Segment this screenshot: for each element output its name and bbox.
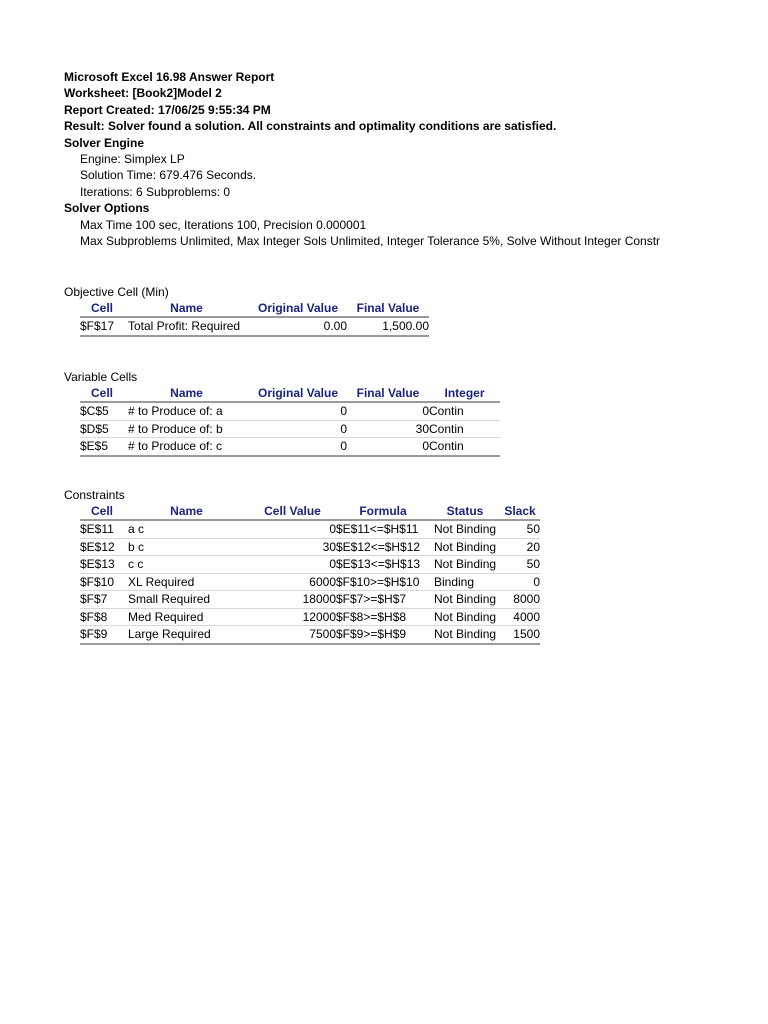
status: Not Binding — [430, 520, 500, 538]
status: Not Binding — [430, 608, 500, 626]
cell-name: b c — [124, 538, 249, 556]
slack: 50 — [500, 556, 540, 574]
cell-value: 6000 — [249, 573, 336, 591]
cell-ref: $F$17 — [80, 317, 124, 336]
formula: $E$11<=$H$11 — [336, 520, 430, 538]
variables-table — [80, 385, 500, 457]
table-row — [80, 402, 500, 420]
table-row — [80, 538, 540, 556]
cell-name: # to Produce of: c — [124, 438, 249, 456]
objective-section-title: Objective Cell (Min) — [64, 285, 169, 299]
status: Not Binding — [430, 538, 500, 556]
table-row — [80, 420, 500, 438]
cell-name: Large Required — [124, 626, 249, 644]
objective-header-row — [80, 300, 429, 317]
col-header-cell-value: Cell Value — [249, 503, 336, 520]
formula: $F$7>=$H$7 — [336, 591, 430, 609]
table-row — [80, 591, 540, 609]
col-header-cell: Cell — [80, 385, 124, 402]
iterations-line: Iterations: 6 Subproblems: 0 — [80, 184, 231, 199]
cell-value: 30 — [249, 538, 336, 556]
constraints-header-row — [80, 503, 540, 520]
col-header-cell: Cell — [80, 503, 124, 520]
formula: $F$8>=$H$8 — [336, 608, 430, 626]
original-value: 0.00 — [249, 317, 347, 336]
cell-ref: $E$12 — [80, 538, 124, 556]
final-value: 1,500.00 — [347, 317, 429, 336]
cell-value: 7500 — [249, 626, 336, 644]
cell-name: Med Required — [124, 608, 249, 626]
slack: 8000 — [500, 591, 540, 609]
final-value: 0 — [347, 402, 429, 420]
variables-header-row — [80, 385, 500, 402]
cell-ref: $E$13 — [80, 556, 124, 574]
original-value: 0 — [249, 402, 347, 420]
final-value: 0 — [347, 438, 429, 456]
solver-options-heading: Solver Options — [64, 201, 150, 216]
cell-name: # to Produce of: a — [124, 402, 249, 420]
slack: 1500 — [500, 626, 540, 644]
cell-ref: $F$7 — [80, 591, 124, 609]
cell-name: c c — [124, 556, 249, 574]
cell-ref: $F$8 — [80, 608, 124, 626]
cell-value: 12000 — [249, 608, 336, 626]
integer-value: Contin — [429, 402, 500, 420]
table-row — [80, 317, 429, 336]
cell-ref: $F$9 — [80, 626, 124, 644]
col-header-integer: Integer — [429, 385, 500, 402]
cell-name: XL Required — [124, 573, 249, 591]
slack: 4000 — [500, 608, 540, 626]
table-row — [80, 520, 540, 538]
status: Not Binding — [430, 626, 500, 644]
integer-value: Contin — [429, 420, 500, 438]
final-value: 30 — [347, 420, 429, 438]
slack: 20 — [500, 538, 540, 556]
cell-ref: $E$5 — [80, 438, 124, 456]
col-header-original-value: Original Value — [249, 300, 347, 317]
cell-name: Total Profit: Required — [124, 317, 249, 336]
original-value: 0 — [249, 438, 347, 456]
report-header — [64, 69, 744, 249]
objective-table — [80, 300, 429, 337]
col-header-name: Name — [124, 300, 249, 317]
cell-ref: $E$11 — [80, 520, 124, 538]
col-header-name: Name — [124, 503, 249, 520]
table-row — [80, 556, 540, 574]
status: Binding — [430, 573, 500, 591]
engine-line: Engine: Simplex LP — [80, 151, 185, 166]
cell-ref: $C$5 — [80, 402, 124, 420]
col-header-final-value: Final Value — [347, 385, 429, 402]
cell-name: # to Produce of: b — [124, 420, 249, 438]
slack: 0 — [500, 573, 540, 591]
col-header-formula: Formula — [336, 503, 430, 520]
col-header-status: Status — [430, 503, 500, 520]
status: Not Binding — [430, 591, 500, 609]
slack: 50 — [500, 520, 540, 538]
options-line-2: Max Subproblems Unlimited, Max Integer Sols Unlimited, Integer Tolerance 5%, Solve Without Integer Constr — [80, 233, 661, 248]
constraints-section-title: Constraints — [64, 488, 125, 502]
formula: $E$13<=$H$13 — [336, 556, 430, 574]
report-created: Report Created: 17/06/25 9:55:34 PM — [64, 102, 271, 117]
table-row — [80, 626, 540, 644]
formula: $F$10>=$H$10 — [336, 573, 430, 591]
status: Not Binding — [430, 556, 500, 574]
original-value: 0 — [249, 420, 347, 438]
solution-time-line: Solution Time: 679.476 Seconds. — [80, 168, 257, 183]
formula: $F$9>=$H$9 — [336, 626, 430, 644]
col-header-name: Name — [124, 385, 249, 402]
solver-engine-heading: Solver Engine — [64, 135, 145, 150]
variables-section-title: Variable Cells — [64, 370, 138, 384]
table-row — [80, 438, 500, 456]
report-title: Microsoft Excel 16.98 Answer Report — [64, 70, 275, 84]
result-message: Result: Solver found a solution. All constraints and optimality conditions are satisfied. — [64, 119, 557, 134]
cell-value: 0 — [249, 520, 336, 538]
col-header-final-value: Final Value — [347, 300, 429, 317]
col-header-original-value: Original Value — [249, 385, 347, 402]
table-row — [80, 573, 540, 591]
cell-value: 18000 — [249, 591, 336, 609]
options-line-1: Max Time 100 sec, Iterations 100, Precision 0.000001 — [80, 217, 367, 232]
cell-value: 0 — [249, 556, 336, 574]
table-row — [80, 608, 540, 626]
col-header-cell: Cell — [80, 300, 124, 317]
formula: $E$12<=$H$12 — [336, 538, 430, 556]
constraints-table — [80, 503, 540, 645]
worksheet-label: Worksheet: [Book2]Model 2 — [64, 86, 222, 101]
integer-value: Contin — [429, 438, 500, 456]
cell-ref: $F$10 — [80, 573, 124, 591]
cell-ref: $D$5 — [80, 420, 124, 438]
cell-name: a c — [124, 520, 249, 538]
cell-name: Small Required — [124, 591, 249, 609]
col-header-slack: Slack — [500, 503, 540, 520]
